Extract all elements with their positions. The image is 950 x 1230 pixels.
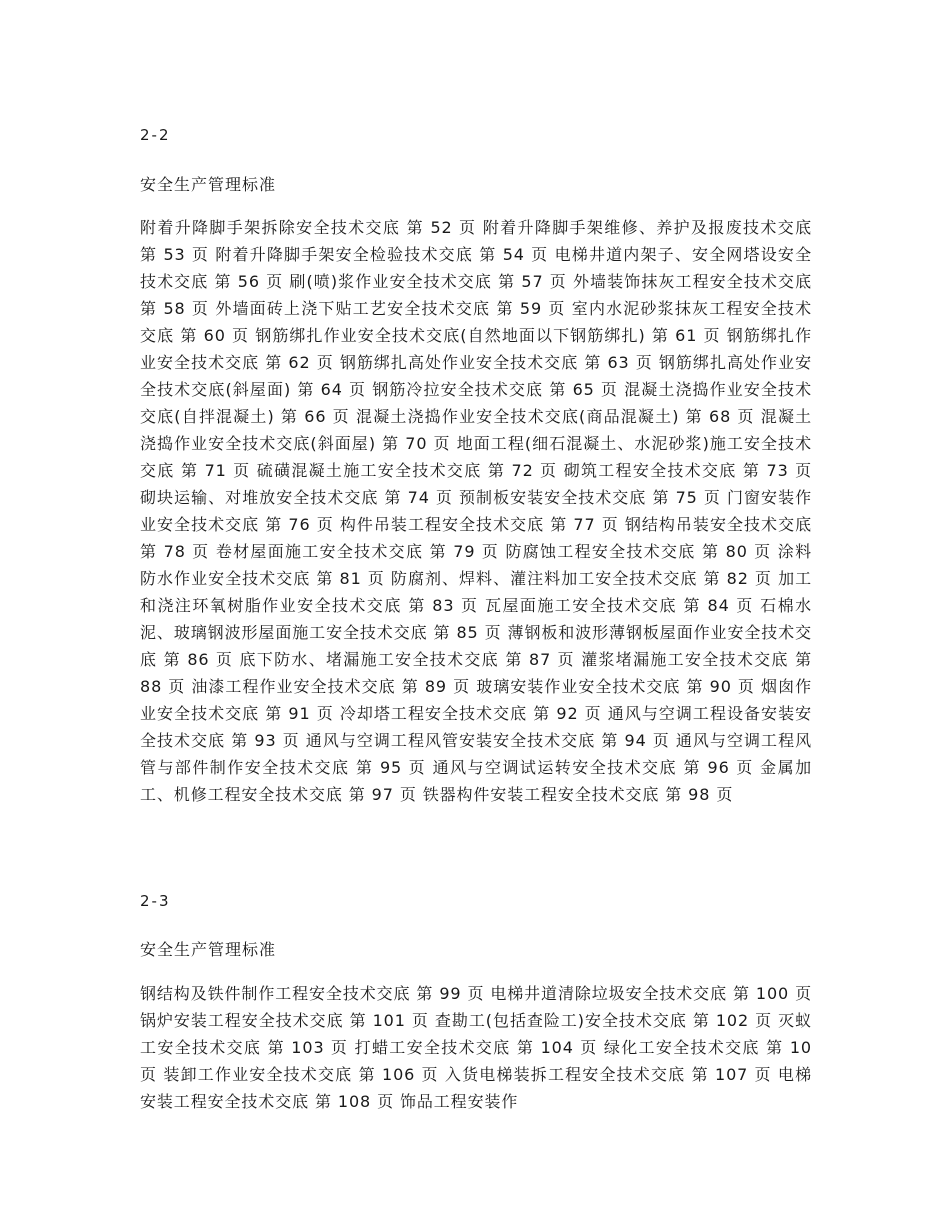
section-number: 2-3	[140, 892, 171, 910]
section-title: 安全生产管理标准	[140, 175, 277, 194]
section-title: 安全生产管理标准	[140, 940, 277, 959]
section-number: 2-2	[140, 126, 171, 144]
section-body-text: 钢结构及铁件制作工程安全技术交底 第 99 页 电梯井道清除垃圾安全技术交底 第 100 页 锅炉安装工程安全技术交底 第 101 页 查勘工(包括查险工)安全技术交底 第 102 页 灭蚁工安全技术交底 第 103 页 打蜡工安全技术交底 第 104 页 绿化工安全技术交底 第 10 页 装卸工作业安全技术交底 第 106 页 入货电梯装拆工程安全技术交底 第 107 页 电梯安装工程安全技术交底 第 108 页 饰品工程安装作	[140, 984, 812, 1111]
section-body-text: 附着升降脚手架拆除安全技术交底 第 52 页 附着升降脚手架维修、养护及报废技术交底 第 53 页 附着升降脚手架安全检验技术交底 第 54 页 电梯井道内架子、安全网塔设安全技术交底 第 56 页 刷(喷)浆作业安全技术交底 第 57 页 外墙装饰抹灰工程安全技术交底 第 58 页 外墙面砖上浇下贴工艺安全技术交底 第 59 页 室内水泥砂浆抹灰工程安全技术交底 第 60 页 钢筋绑扎作业安全技术交底(自然地面以下钢筋绑扎) 第 61 页 钢筋绑扎作业安全技术交底 第 62 页 钢筋绑扎高处作业安全技术交底 第 63 页 钢筋绑扎高处作业安全技术交底(斜屋面) 第 64 页 钢筋冷拉安全技术交底 第 65 页 混凝土浇捣作业安全技术交底(自拌混凝土) 第 66 页 混凝土浇捣作业安全技术交底(商品混凝土) 第 68 页 混凝土浇捣作业安全技术交底(斜面屋) 第 70 页 地面工程(细石混凝土、水泥砂浆)施工安全技术交底 第 71 页 硫磺混凝土施工安全技术交底 第 72 页 砌筑工程安全技术交底 第 73 页 砌块运输、对堆放安全技术交底 第 74 页 预制板安装安全技术交底 第 75 页 门窗安装作业安全技术交底 第 76 页 构件吊装工程安全技术交底 第 77 页 钢结构吊装安全技术交底 第 78 页 卷材屋面施工安全技术交底 第 79 页 防腐蚀工程安全技术交底 第 80 页 涂料防水作业安全技术交底 第 81 页 防腐剂、焊料、灌注料加工安全技术交底 第 82 页 加工和浇注环氧树脂作业安全技术交底 第 83 页 瓦屋面施工安全技术交底 第 84 页 石棉水泥、玻璃钢波形屋面施工安全技术交底 第 85 页 薄钢板和波形薄钢板屋面作业安全技术交底 第 86 页 底下防水、堵漏施工安全技术交底 第 87 页 灌浆堵漏施工安全技术交底 第 88 页 油漆工程作业安全技术交底 第 89 页 玻璃安装作业安全技术交底 第 90 页 烟囱作业安全技术交底 第 91 页 冷却塔工程安全技术交底 第 92 页 通风与空调工程设备安装安全技术交底 第 93 页 通风与空调工程风管安装安全技术交底 第 94 页 通风与空调工程风管与部件制作安全技术交底 第 95 页 通风与空调试运转安全技术交底 第 96 页 金属加工、机修工程安全技术交底 第 97 页 铁器构件安装工程安全技术交底 第 98 页	[140, 218, 812, 804]
